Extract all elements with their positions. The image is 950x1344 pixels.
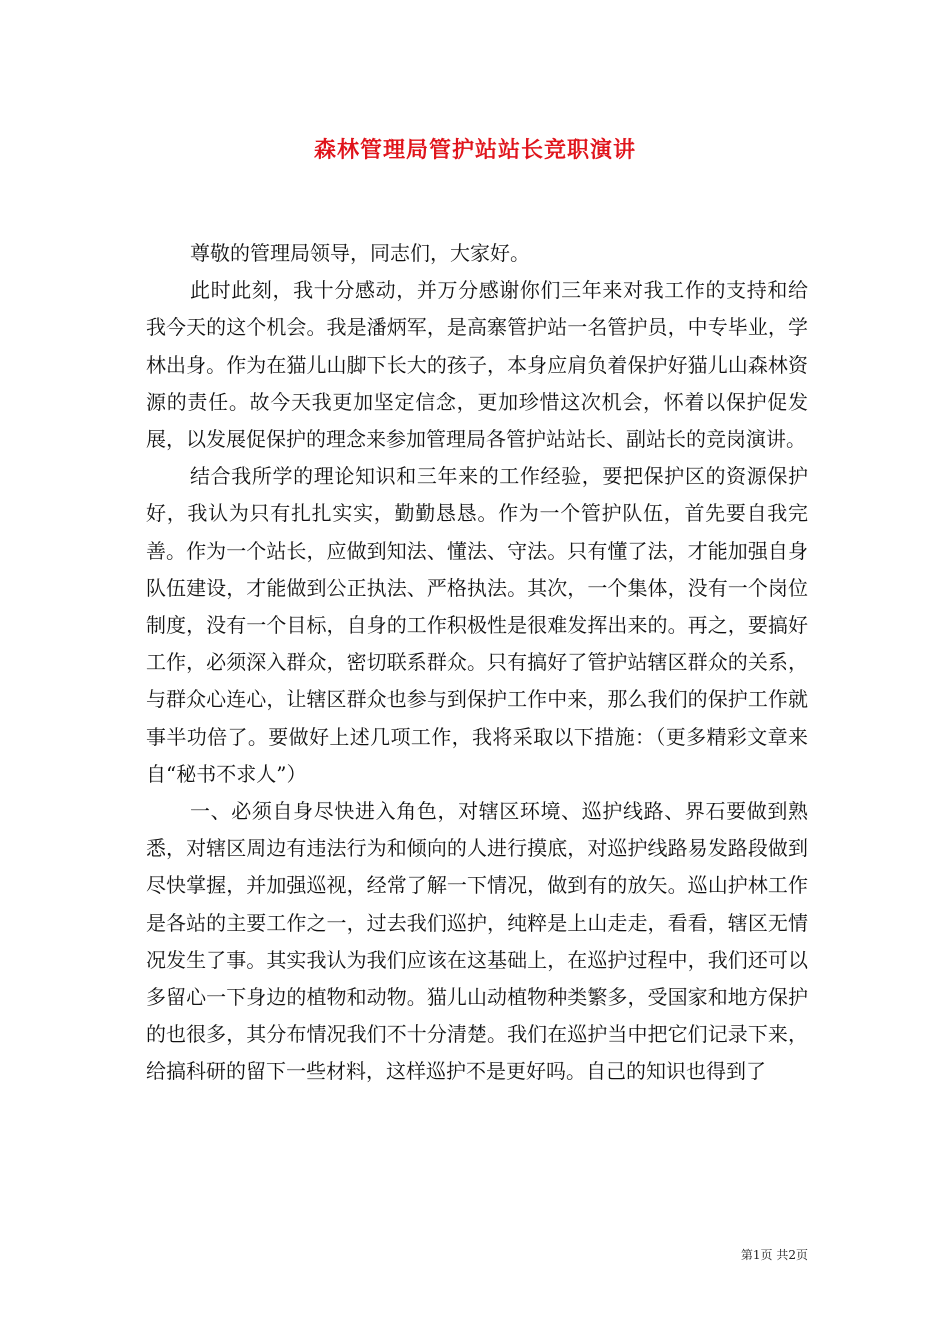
document-body xyxy=(146,235,808,1091)
paragraph-measure-one: 一、必须自身尽快进入角色，对辖区环境、巡护线路、界石要做到熟悉，对辖区周边有违法行为和倾向的人进行摸底，对巡护线路易发路段做到尽快掌握，并加强巡视，经常了解一下情况，做到有的放矢。巡山护林工作是各站的主要工作之一，过去我们巡护，纯粹是上山走走，看看，辖区无情况发生了事。其实我认为我们应该在这基础上，在巡护过程中，我们还可以多留心一下身边的植物和动物。猫儿山动植物种类繁多，受国家和地方保护的也很多，其分布情况我们不十分清楚。我们在巡护当中把它们记录下来，给搞科研的留下一些材料，这样巡护不是更好吗。自己的知识也得到了 xyxy=(146,799,808,1084)
paragraph-greeting: 尊敬的管理局领导，同志们，大家好。 xyxy=(190,241,530,265)
paragraph-introduction: 此时此刻，我十分感动，并万分感谢你们三年来对我工作的支持和给我今天的这个机会。我是潘炳军，是高寨管护站一名管护员，中专毕业，学林出身。作为在猫儿山脚下长大的孩子，本身应肩负着保护好猫儿山森林资源的责任。故今天我更加坚定信念，更加珍惜这次机会，怀着以保护促发展，以发展促保护的理念来参加管理局各管护站站长、副站长的竞岗演讲。 xyxy=(146,278,808,452)
paragraph-approach: 结合我所学的理论知识和三年来的工作经验，要把保护区的资源保护好，我认为只有扎扎实实，勤勤恳恳。作为一个管护队伍，首先要自我完善。作为一个站长，应做到知法、懂法、守法。只有懂了法，才能加强自身队伍建设，才能做到公正执法、严格执法。其次，一个集体，没有一个岗位制度，没有一个目标，自身的工作积极性是很难发挥出来的。再之，要搞好工作，必须深入群众，密切联系群众。只有搞好了管护站辖区群众的关系，与群众心连心，让辖区群众也参与到保护工作中来，那么我们的保护工作就事半功倍了。要做好上述几项工作，我将采取以下措施：（更多精彩文章来自“秘书不求人”） xyxy=(146,464,808,786)
page-number: 第1页 共2页 xyxy=(740,1248,808,1262)
document-title: 森林管理局管护站站长竞职演讲 xyxy=(313,137,636,163)
